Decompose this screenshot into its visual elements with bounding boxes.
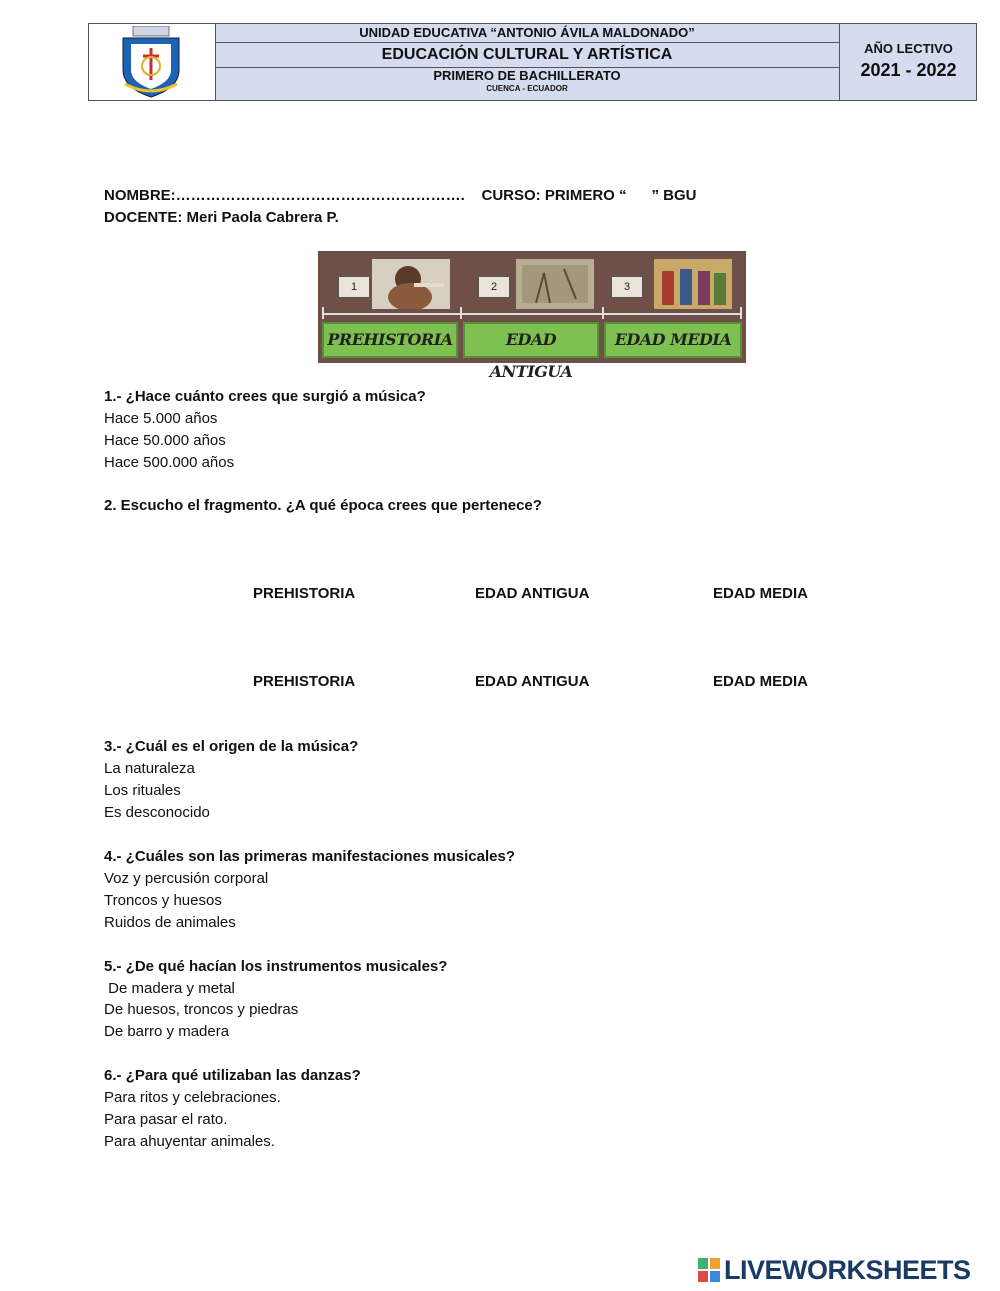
answer-option[interactable]: Ruidos de animales <box>104 914 236 931</box>
liveworksheets-wordmark: LIVEWORKSHEETS <box>724 1255 971 1285</box>
question-4: 4.- ¿Cuáles son las primeras manifestaciones musicales? <box>104 848 516 865</box>
ancient-egypt-picture <box>516 259 594 309</box>
prehistoric-musician-picture <box>372 259 450 309</box>
era-choice[interactable]: EDAD MEDIA <box>713 673 809 690</box>
answer-option[interactable]: Es desconocido <box>104 804 210 821</box>
timeline-tick <box>602 307 604 319</box>
timeline-number: 2 <box>478 276 510 298</box>
answer-option[interactable]: Hace 5.000 años <box>104 410 218 427</box>
header-title-cell <box>215 24 839 100</box>
document-header <box>88 23 977 101</box>
question-1: 1.- ¿Hace cuánto crees que surgió a música? <box>104 388 426 405</box>
answer-option[interactable]: De barro y madera <box>104 1023 230 1040</box>
level-title: PRIMERO DE BACHILLERATO <box>215 67 839 83</box>
music-history-timeline <box>318 251 746 381</box>
era-label-edad-antigua: EDAD ANTIGUA <box>463 322 599 358</box>
timeline-rail <box>322 313 742 315</box>
era-choice[interactable]: PREHISTORIA <box>253 585 356 602</box>
teacher-line: DOCENTE: Meri Paola Cabrera P. <box>104 209 339 226</box>
school-year-value: 2021 - 2022 <box>860 60 957 80</box>
answer-option[interactable]: Troncos y huesos <box>104 892 222 909</box>
question-5: 5.- ¿De qué hacían los instrumentos musicales? <box>104 958 448 975</box>
answer-option[interactable]: La naturaleza <box>104 760 195 777</box>
answer-option[interactable]: De madera y metal <box>104 980 235 997</box>
timeline-tick <box>740 307 742 319</box>
answer-option[interactable]: Para ahuyentar animales. <box>104 1133 275 1150</box>
answer-option[interactable]: Para pasar el rato. <box>104 1111 228 1128</box>
question-6: 6.- ¿Para qué utilizaban las danzas? <box>104 1067 361 1084</box>
school-crest-logo <box>117 26 185 98</box>
liveworksheets-logo-icon <box>698 1258 720 1282</box>
era-choice[interactable]: EDAD MEDIA <box>713 585 809 602</box>
era-label-edad-media: EDAD MEDIA <box>604 322 742 358</box>
timeline-number: 3 <box>611 276 643 298</box>
answer-option[interactable]: Hace 50.000 años <box>104 432 226 449</box>
school-year-label: AÑO LECTIVO <box>864 41 953 56</box>
answer-option[interactable]: Los rituales <box>104 782 181 799</box>
answer-option[interactable]: Voz y percusión corporal <box>104 870 269 887</box>
answer-option[interactable]: Hace 500.000 años <box>104 454 235 471</box>
logo-cell <box>89 24 216 100</box>
era-choice[interactable]: EDAD ANTIGUA <box>475 585 590 602</box>
school-name: UNIDAD EDUCATIVA “ANTONIO ÁVILA MALDONADO” <box>215 24 839 43</box>
era-label-prehistoria: PREHISTORIA <box>322 322 458 358</box>
name-course-line: NOMBRE:…………………………………………………. CURSO: PRIMERO “ ” BGU <box>104 187 697 204</box>
school-year-cell <box>839 24 977 100</box>
timeline-tick <box>322 307 324 319</box>
timeline-tick <box>460 307 462 319</box>
answer-option[interactable]: Para ritos y celebraciones. <box>104 1089 281 1106</box>
subject-title: EDUCACIÓN CULTURAL Y ARTÍSTICA <box>381 46 673 63</box>
question-3: 3.- ¿Cuál es el origen de la música? <box>104 738 359 755</box>
location-text: CUENCA - ECUADOR <box>486 84 568 93</box>
timeline-number: 1 <box>338 276 370 298</box>
medieval-musicians-picture <box>654 259 732 309</box>
era-choice[interactable]: PREHISTORIA <box>253 673 356 690</box>
answer-option[interactable]: De huesos, troncos y piedras <box>104 1001 299 1018</box>
era-choice[interactable]: EDAD ANTIGUA <box>475 673 590 690</box>
question-2: 2. Escucho el fragmento. ¿A qué época crees que pertenece? <box>104 497 542 514</box>
